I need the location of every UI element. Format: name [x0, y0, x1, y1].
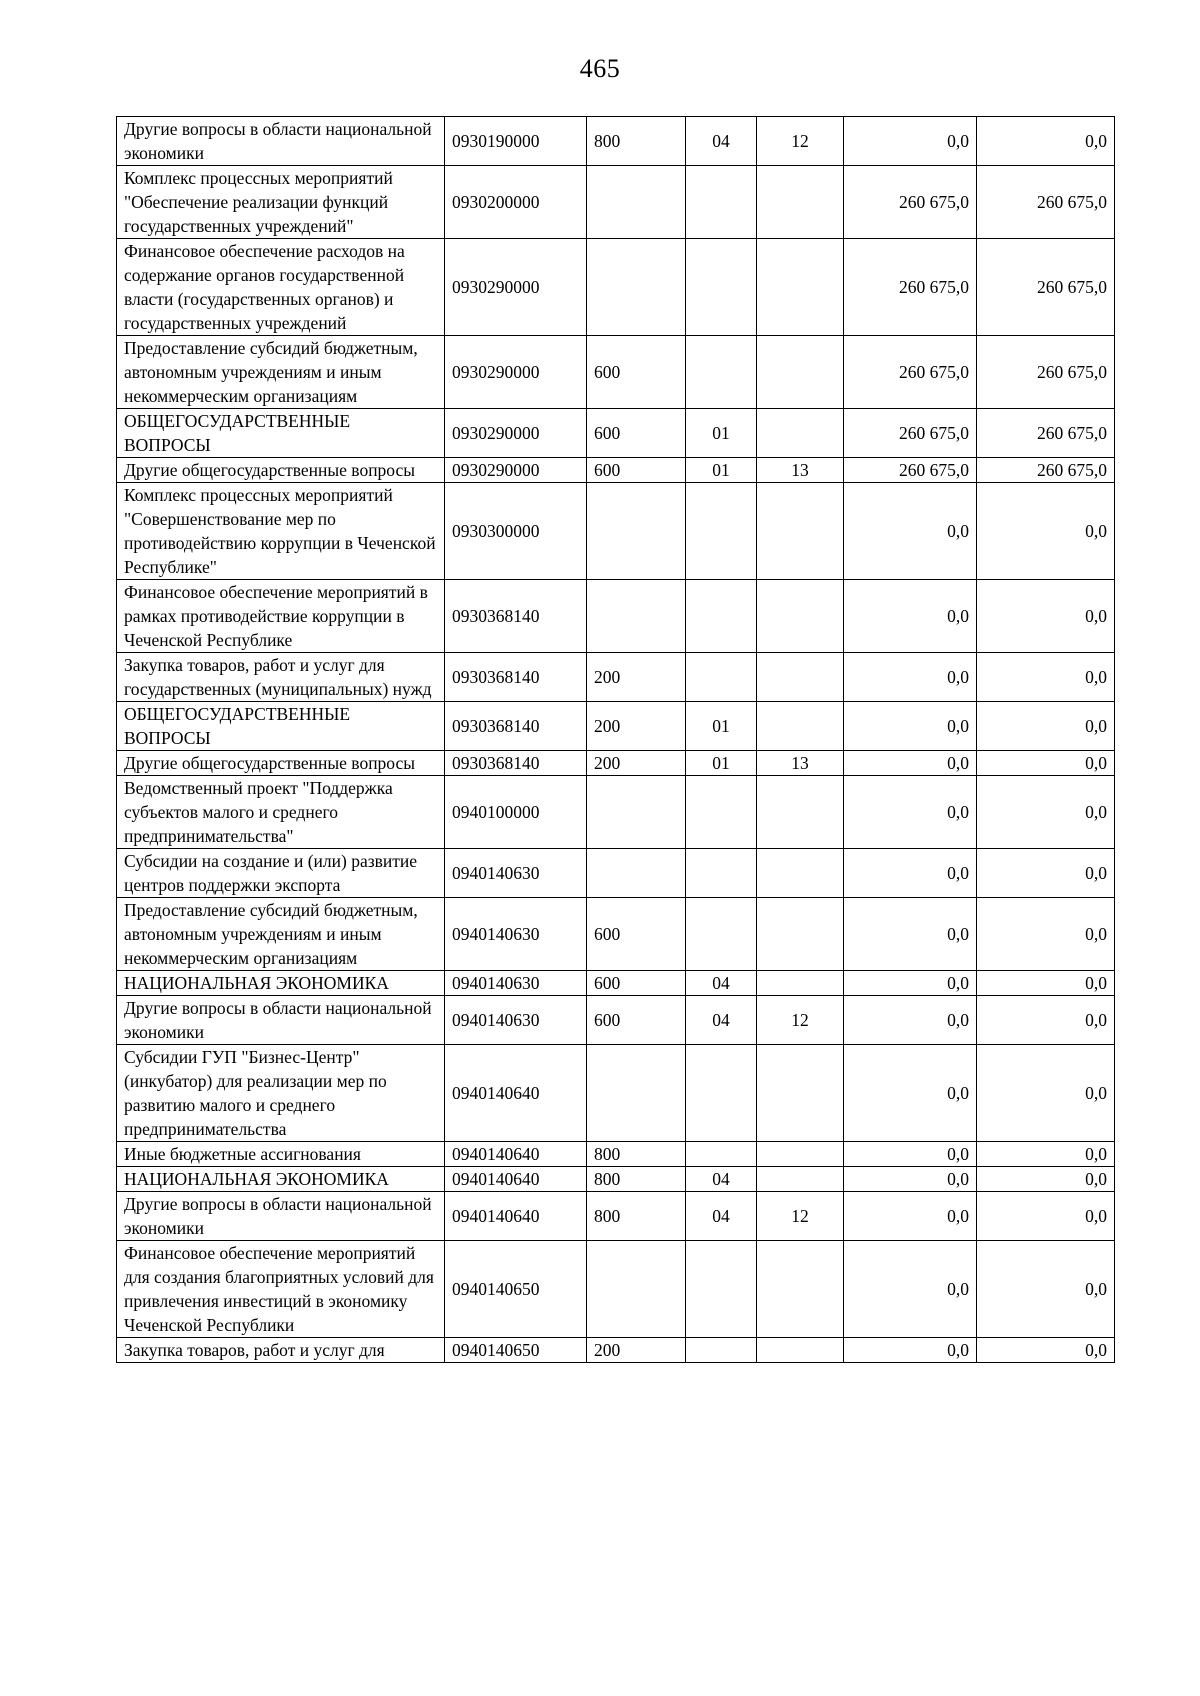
row-name: Другие общегосударственные вопросы: [117, 751, 445, 776]
expense-type-code: 600: [587, 409, 686, 458]
target-article-code: 0940140650: [445, 1241, 587, 1338]
row-name: Комплекс процессных мероприятий "Обеспечение реализации функций государственных учреждений": [117, 166, 445, 239]
table-row: [117, 971, 1115, 996]
amount-year-1: 0,0: [844, 580, 977, 653]
section-code: 01: [686, 751, 757, 776]
table-row: [117, 1338, 1115, 1363]
subsection-code: 12: [757, 117, 844, 166]
amount-year-1: 0,0: [844, 483, 977, 580]
table-row: [117, 898, 1115, 971]
amount-year-2: 0,0: [977, 580, 1115, 653]
row-name: Другие вопросы в области национальной экономики: [117, 1192, 445, 1241]
target-article-code: 0940140640: [445, 1192, 587, 1241]
subsection-code: [757, 898, 844, 971]
row-name: НАЦИОНАЛЬНАЯ ЭКОНОМИКА: [117, 1167, 445, 1192]
subsection-code: [757, 1045, 844, 1142]
expense-type-code: 200: [587, 702, 686, 751]
target-article-code: 0940140640: [445, 1167, 587, 1192]
subsection-code: [757, 1338, 844, 1363]
amount-year-1: 0,0: [844, 1167, 977, 1192]
section-code: [686, 483, 757, 580]
subsection-code: [757, 409, 844, 458]
expense-type-code: [587, 1045, 686, 1142]
table-row: [117, 409, 1115, 458]
target-article-code: 0930290000: [445, 239, 587, 336]
subsection-code: [757, 776, 844, 849]
subsection-code: [757, 166, 844, 239]
target-article-code: 0940140630: [445, 971, 587, 996]
section-code: 04: [686, 971, 757, 996]
expense-type-code: 200: [587, 751, 686, 776]
expense-type-code: 600: [587, 898, 686, 971]
target-article-code: 0940100000: [445, 776, 587, 849]
amount-year-2: 260 675,0: [977, 239, 1115, 336]
subsection-code: [757, 1142, 844, 1167]
section-code: [686, 849, 757, 898]
amount-year-2: 0,0: [977, 483, 1115, 580]
row-name: НАЦИОНАЛЬНАЯ ЭКОНОМИКА: [117, 971, 445, 996]
expense-type-code: [587, 1241, 686, 1338]
section-code: 04: [686, 996, 757, 1045]
section-code: 04: [686, 1192, 757, 1241]
table-row: [117, 1167, 1115, 1192]
amount-year-2: 0,0: [977, 117, 1115, 166]
amount-year-2: 260 675,0: [977, 458, 1115, 483]
table-row: [117, 483, 1115, 580]
amount-year-1: 0,0: [844, 751, 977, 776]
expense-type-code: 600: [587, 458, 686, 483]
expense-type-code: 800: [587, 1167, 686, 1192]
amount-year-2: 0,0: [977, 1045, 1115, 1142]
amount-year-2: 0,0: [977, 776, 1115, 849]
table-row: [117, 458, 1115, 483]
row-name: Закупка товаров, работ и услуг для государственных (муниципальных) нужд: [117, 653, 445, 702]
table-row: [117, 239, 1115, 336]
subsection-code: [757, 653, 844, 702]
amount-year-1: 0,0: [844, 1142, 977, 1167]
subsection-code: 13: [757, 751, 844, 776]
section-code: [686, 1142, 757, 1167]
section-code: [686, 1241, 757, 1338]
table-row: [117, 996, 1115, 1045]
amount-year-2: 0,0: [977, 1338, 1115, 1363]
target-article-code: 0930368140: [445, 580, 587, 653]
target-article-code: 0930368140: [445, 751, 587, 776]
section-code: [686, 239, 757, 336]
target-article-code: 0930368140: [445, 653, 587, 702]
table-row: [117, 166, 1115, 239]
expense-type-code: 600: [587, 971, 686, 996]
target-article-code: 0940140640: [445, 1045, 587, 1142]
row-name: Финансовое обеспечение мероприятий в рамках противодействие коррупции в Чеченской Республике: [117, 580, 445, 653]
target-article-code: 0930290000: [445, 336, 587, 409]
table-row: [117, 117, 1115, 166]
section-code: [686, 166, 757, 239]
row-name: Предоставление субсидий бюджетным, автономным учреждениям и иным некоммерческим организациям: [117, 898, 445, 971]
amount-year-2: 0,0: [977, 1167, 1115, 1192]
table-row: [117, 653, 1115, 702]
amount-year-1: 0,0: [844, 996, 977, 1045]
section-code: [686, 336, 757, 409]
section-code: [686, 776, 757, 849]
subsection-code: [757, 580, 844, 653]
amount-year-2: 0,0: [977, 702, 1115, 751]
amount-year-2: 260 675,0: [977, 409, 1115, 458]
section-code: [686, 653, 757, 702]
subsection-code: [757, 1167, 844, 1192]
section-code: 01: [686, 409, 757, 458]
row-name: Комплекс процессных мероприятий "Совершенствование мер по противодействию коррупции в Чеченской Республике": [117, 483, 445, 580]
subsection-code: [757, 483, 844, 580]
row-name: Ведомственный проект "Поддержка субъектов малого и среднего предпринимательства": [117, 776, 445, 849]
target-article-code: 0930290000: [445, 458, 587, 483]
amount-year-2: 0,0: [977, 1241, 1115, 1338]
row-name: Предоставление субсидий бюджетным, автономным учреждениям и иным некоммерческим организациям: [117, 336, 445, 409]
amount-year-2: 0,0: [977, 653, 1115, 702]
target-article-code: 0940140650: [445, 1338, 587, 1363]
target-article-code: 0930290000: [445, 409, 587, 458]
subsection-code: 13: [757, 458, 844, 483]
expense-type-code: 800: [587, 1192, 686, 1241]
section-code: 04: [686, 1167, 757, 1192]
expense-type-code: 800: [587, 117, 686, 166]
amount-year-2: 0,0: [977, 996, 1115, 1045]
subsection-code: [757, 702, 844, 751]
expense-type-code: 600: [587, 336, 686, 409]
expense-type-code: 800: [587, 1142, 686, 1167]
table-row: [117, 580, 1115, 653]
table-row: [117, 1045, 1115, 1142]
table-row: [117, 751, 1115, 776]
target-article-code: 0940140640: [445, 1142, 587, 1167]
amount-year-1: 0,0: [844, 898, 977, 971]
table-row: [117, 1142, 1115, 1167]
amount-year-1: 0,0: [844, 776, 977, 849]
target-article-code: 0940140630: [445, 996, 587, 1045]
row-name: Субсидии ГУП "Бизнес-Центр" (инкубатор) для реализации мер по развитию малого и среднего предпринимательства: [117, 1045, 445, 1142]
table-body: [117, 117, 1115, 1363]
subsection-code: [757, 1241, 844, 1338]
subsection-code: 12: [757, 996, 844, 1045]
target-article-code: 0930300000: [445, 483, 587, 580]
expense-type-code: [587, 580, 686, 653]
amount-year-1: 0,0: [844, 1192, 977, 1241]
row-name: Финансовое обеспечение мероприятий для создания благоприятных условий для привлечения инвестиций в экономику Чеченской Республики: [117, 1241, 445, 1338]
amount-year-1: 260 675,0: [844, 336, 977, 409]
expense-type-code: [587, 483, 686, 580]
amount-year-1: 0,0: [844, 1241, 977, 1338]
budget-table: [116, 116, 1115, 1363]
amount-year-1: 260 675,0: [844, 409, 977, 458]
row-name: Другие вопросы в области национальной экономики: [117, 117, 445, 166]
section-code: [686, 1338, 757, 1363]
amount-year-1: 0,0: [844, 117, 977, 166]
section-code: [686, 898, 757, 971]
amount-year-2: 0,0: [977, 849, 1115, 898]
subsection-code: [757, 239, 844, 336]
target-article-code: 0930190000: [445, 117, 587, 166]
section-code: 01: [686, 458, 757, 483]
target-article-code: 0930200000: [445, 166, 587, 239]
expense-type-code: [587, 239, 686, 336]
section-code: [686, 1045, 757, 1142]
section-code: 04: [686, 117, 757, 166]
amount-year-2: 0,0: [977, 971, 1115, 996]
page-number: 465: [579, 54, 621, 83]
amount-year-2: 0,0: [977, 1192, 1115, 1241]
subsection-code: [757, 971, 844, 996]
table-row: [117, 776, 1115, 849]
amount-year-2: 0,0: [977, 1142, 1115, 1167]
expense-type-code: 200: [587, 1338, 686, 1363]
subsection-code: [757, 336, 844, 409]
expense-type-code: [587, 166, 686, 239]
section-code: 01: [686, 702, 757, 751]
expense-type-code: [587, 776, 686, 849]
target-article-code: 0930368140: [445, 702, 587, 751]
amount-year-1: 0,0: [844, 971, 977, 996]
table-row: [117, 1241, 1115, 1338]
target-article-code: 0940140630: [445, 849, 587, 898]
section-code: [686, 580, 757, 653]
expense-type-code: [587, 849, 686, 898]
amount-year-2: 260 675,0: [977, 336, 1115, 409]
row-name: Иные бюджетные ассигнования: [117, 1142, 445, 1167]
amount-year-1: 0,0: [844, 702, 977, 751]
table-row: [117, 1192, 1115, 1241]
row-name: Финансовое обеспечение расходов на содержание органов государственной власти (государственных органов) и государственных учреждений: [117, 239, 445, 336]
table-row: [117, 702, 1115, 751]
row-name: Закупка товаров, работ и услуг для: [117, 1338, 445, 1363]
expense-type-code: 200: [587, 653, 686, 702]
amount-year-2: 0,0: [977, 898, 1115, 971]
table-row: [117, 849, 1115, 898]
row-name: Другие вопросы в области национальной экономики: [117, 996, 445, 1045]
amount-year-1: 0,0: [844, 849, 977, 898]
subsection-code: 12: [757, 1192, 844, 1241]
target-article-code: 0940140630: [445, 898, 587, 971]
amount-year-1: 260 675,0: [844, 458, 977, 483]
amount-year-1: 0,0: [844, 1045, 977, 1142]
row-name: ОБЩЕГОСУДАРСТВЕННЫЕ ВОПРОСЫ: [117, 409, 445, 458]
row-name: Другие общегосударственные вопросы: [117, 458, 445, 483]
table-row: [117, 336, 1115, 409]
subsection-code: [757, 849, 844, 898]
amount-year-1: 260 675,0: [844, 166, 977, 239]
amount-year-2: 260 675,0: [977, 166, 1115, 239]
row-name: ОБЩЕГОСУДАРСТВЕННЫЕ ВОПРОСЫ: [117, 702, 445, 751]
amount-year-1: 0,0: [844, 653, 977, 702]
amount-year-1: 260 675,0: [844, 239, 977, 336]
amount-year-2: 0,0: [977, 751, 1115, 776]
amount-year-1: 0,0: [844, 1338, 977, 1363]
row-name: Субсидии на создание и (или) развитие центров поддержки экспорта: [117, 849, 445, 898]
expense-type-code: 600: [587, 996, 686, 1045]
